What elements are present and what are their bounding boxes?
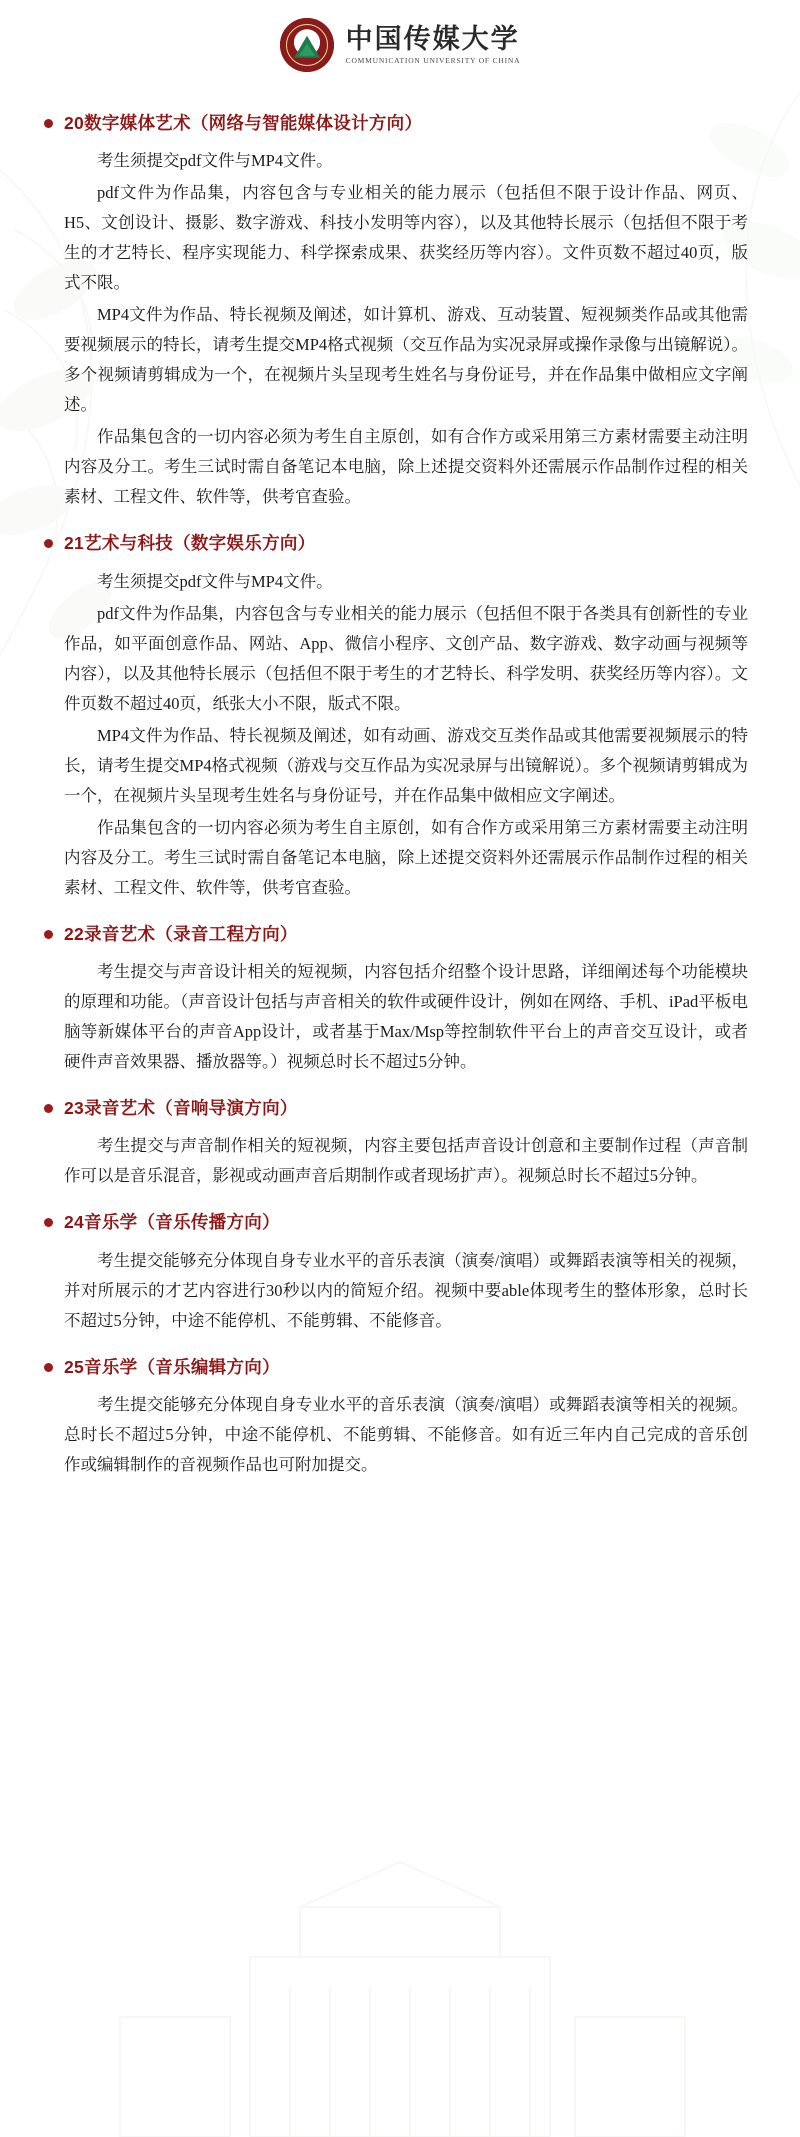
section-title: 25音乐学（音乐编辑方向） bbox=[64, 1356, 280, 1377]
paragraph: 考生提交与声音制作相关的短视频，内容主要包括声音设计创意和主要制作过程（声音制作可以是音乐混音，影视或动画声音后期制作或者现场扩声）。视频总时长不超过5分钟。 bbox=[64, 1136, 748, 1186]
university-name-en: COMMUNICATION UNIVERSITY OF CHINA bbox=[345, 56, 521, 66]
paragraph: MP4文件为作品、特长视频及阐述，如计算机、游戏、互动装置、短视频类作品或其他需要视频展示的特长，请考生提交MP4格式视频（交互作品为实况录屏或操作录像与出镜解说）。多个视频请剪辑成为一个，在视频片头呈现考生姓名与身份证号，并在作品集中做相应文字阐述。 bbox=[64, 305, 748, 415]
paragraph: 考生提交能够充分体现自身专业水平的音乐表演（演奏/演唱）或舞蹈表演等相关的视频。总时长不超过5分钟，中途不能停机、不能剪辑、不能修音。如有近三年内自己完成的音乐创作或编辑制作的音视频作品也可附加提交。 bbox=[64, 1395, 748, 1475]
university-name-cn: 中国传媒大学 bbox=[345, 23, 520, 54]
section-23 bbox=[44, 1095, 752, 1191]
paragraph: MP4文件为作品、特长视频及阐述，如有动画、游戏交互类作品或其他需要视频展示的特长，请考生提交MP4格式视频（游戏与交互作品为实况录屏与出镜解说）。多个视频请剪辑成为一个，在视频片头呈现考生姓名与身份证号，并在作品集中做相应文字阐述。 bbox=[64, 725, 748, 805]
section-24 bbox=[44, 1209, 752, 1335]
bullet-dot-icon bbox=[44, 539, 53, 548]
section-title: 21艺术与科技（数字娱乐方向） bbox=[64, 533, 316, 554]
section-25 bbox=[44, 1354, 752, 1480]
bullet-dot-icon bbox=[44, 119, 53, 128]
paragraph: 考生提交能够充分体现自身专业水平的音乐表演（演奏/演唱）或舞蹈表演等相关的视频，并对所展示的才艺内容进行30秒以内的简短介绍。视频中要able体现考生的整体形象，总时长不超过5分钟，中途不能停机、不能剪辑、不能修音。 bbox=[64, 1250, 748, 1330]
section-21 bbox=[44, 530, 752, 902]
section-heading bbox=[44, 1354, 752, 1380]
section-title: 24音乐学（音乐传播方向） bbox=[64, 1212, 280, 1233]
university-emblem-icon bbox=[280, 18, 334, 72]
section-22 bbox=[44, 921, 752, 1077]
section-20 bbox=[44, 110, 752, 512]
section-heading bbox=[44, 1209, 752, 1235]
bullet-dot-icon bbox=[44, 1104, 53, 1113]
paragraph: 作品集包含的一切内容必须为考生自主原创，如有合作方或采用第三方素材需要主动注明内容及分工。考生三试时需自备笔记本电脑，除上述提交资料外还需展示作品制作过程的相关素材、工程文件、软件等，供考官查验。 bbox=[64, 817, 748, 897]
section-heading bbox=[44, 921, 752, 947]
section-title: 22录音艺术（录音工程方向） bbox=[64, 923, 298, 944]
bullet-dot-icon bbox=[44, 930, 53, 939]
section-title: 23录音艺术（音响导演方向） bbox=[64, 1098, 298, 1119]
university-logo-text bbox=[346, 25, 521, 66]
paragraph: 考生须提交pdf文件与MP4文件。 bbox=[97, 571, 333, 591]
section-heading bbox=[44, 110, 752, 136]
architecture-watermark bbox=[0, 1837, 800, 2137]
bullet-dot-icon bbox=[44, 1218, 53, 1227]
document-header bbox=[0, 0, 800, 82]
section-heading bbox=[44, 530, 752, 556]
paragraph: 考生提交与声音设计相关的短视频，内容包括介绍整个设计思路，详细阐述每个功能模块的原理和功能。（声音设计包括与声音相关的软件或硬件设计，例如在网络、手机、iPad平板电脑等新媒体平台的声音App设计，或者基于Max/Msp等控制软件平台上的声音交互设计，或者硬件声音效果器、播放器等。）视频总时长不超过5分钟。 bbox=[64, 962, 748, 1072]
paragraph: pdf文件为作品集，内容包含与专业相关的能力展示（包括但不限于各类具有创新性的专业作品，如平面创意作品、网站、App、微信小程序、文创产品、数字游戏、数字动画与视频等内容），以及其他特长展示（包括但不限于考生的才艺特长、科学发明、获奖经历等内容）。文件页数不超过40页，纸张大小不限，版式不限。 bbox=[64, 603, 748, 713]
paragraph: 考生须提交pdf文件与MP4文件。 bbox=[97, 151, 333, 171]
section-heading bbox=[44, 1095, 752, 1121]
document-content bbox=[0, 82, 800, 1480]
paragraph: pdf文件为作品集，内容包含与专业相关的能力展示（包括但不限于设计作品、网页、H5、文创设计、摄影、数字游戏、科技小发明等内容），以及其他特长展示（包括但不限于考生的才艺特长、程序实现能力、科学探索成果、获奖经历等内容）。文件页数不超过40页，版式不限。 bbox=[64, 183, 748, 293]
section-title: 20数字媒体艺术（网络与智能媒体设计方向） bbox=[64, 113, 423, 133]
bullet-dot-icon bbox=[44, 1363, 53, 1372]
paragraph: 作品集包含的一切内容必须为考生自主原创，如有合作方或采用第三方素材需要主动注明内容及分工。考生三试时需自备笔记本电脑，除上述提交资料外还需展示作品制作过程的相关素材、工程文件、软件等，供考官查验。 bbox=[64, 427, 748, 507]
